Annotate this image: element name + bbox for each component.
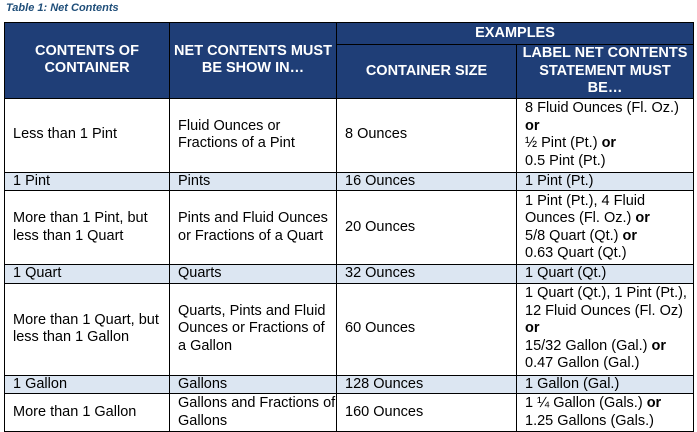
cell-must-show: Fluid Ounces or Fractions of a Pint	[170, 98, 337, 172]
header-must-show-in: NET CONTENTS MUST BE SHOW IN…	[170, 23, 337, 99]
label-line: 1 Quart (Qt.)	[525, 265, 607, 281]
or-keyword: or	[525, 117, 540, 134]
header-contents-of-container: CONTENTS OF CONTAINER	[5, 23, 170, 99]
label-line: 0.5 Pint (Pt.)	[525, 152, 606, 169]
label-line: 1 ¼ Gallon (Gals.)	[525, 395, 643, 411]
cell-label-statement	[517, 394, 694, 432]
cell-container-size: 128 Ounces	[337, 375, 517, 394]
table-row	[5, 98, 694, 172]
table-row	[5, 265, 694, 284]
or-keyword: or	[601, 135, 617, 151]
table-row	[5, 283, 694, 375]
cell-contents: More than 1 Pint, but less than 1 Quart	[5, 191, 170, 265]
cell-label-statement	[517, 191, 694, 265]
label-line: 15/32 Gallon (Gal.)	[525, 337, 648, 354]
label-line: 1 Gallon (Gal.)	[525, 375, 620, 392]
or-keyword: or	[646, 395, 662, 411]
label-line: 1 Pint (Pt.), 4 Fluid Ounces (Fl. Oz.)	[525, 192, 646, 226]
label-line: 0.63 Quart (Qt.)	[525, 245, 627, 261]
label-line: 1.25 Gallons (Gals.)	[525, 412, 654, 429]
table-row	[5, 172, 694, 191]
label-line: 0.47 Gallon (Gal.)	[525, 355, 640, 372]
cell-container-size: 32 Ounces	[337, 265, 517, 284]
label-line: 5/8 Quart (Qt.)	[525, 227, 619, 244]
cell-label-statement	[517, 98, 694, 172]
header-examples: EXAMPLES	[337, 23, 694, 45]
table-caption: Table 1: Net Contents	[6, 2, 119, 14]
label-line: 1 Pint (Pt.)	[525, 172, 594, 189]
cell-label-statement	[517, 375, 694, 394]
table-row	[5, 375, 694, 394]
table-row	[5, 191, 694, 265]
cell-label-statement	[517, 265, 694, 284]
cell-must-show: Gallons	[170, 375, 337, 394]
cell-contents: 1 Quart	[5, 265, 170, 284]
cell-container-size: 60 Ounces	[337, 283, 517, 375]
cell-must-show: Quarts, Pints and Fluid Ounces or Fractions of a Gallon	[170, 283, 337, 375]
header-label-statement: LABEL NET CONTENTS STATEMENT MUST BE…	[517, 45, 694, 99]
cell-container-size: 20 Ounces	[337, 191, 517, 265]
cell-label-statement	[517, 283, 694, 375]
net-contents-table	[4, 22, 694, 432]
header-container-size: CONTAINER SIZE	[337, 45, 517, 99]
cell-contents: 1 Pint	[5, 172, 170, 191]
label-line: 1 Quart (Qt.), 1 Pint (Pt.), 12 Fluid Ounces (Fl. Oz)	[525, 285, 687, 319]
cell-must-show: Gallons and Fractions of Gallons	[170, 394, 337, 432]
table-row	[5, 394, 694, 432]
label-line: ½ Pint (Pt.)	[525, 135, 598, 151]
cell-container-size: 16 Ounces	[337, 172, 517, 191]
or-keyword: or	[651, 337, 667, 354]
cell-contents: More than 1 Gallon	[5, 394, 170, 432]
cell-contents: More than 1 Quart, but less than 1 Gallon	[5, 283, 170, 375]
cell-container-size: 160 Ounces	[337, 394, 517, 432]
cell-must-show: Pints and Fluid Ounces or Fractions of a Quart	[170, 191, 337, 265]
cell-container-size: 8 Ounces	[337, 98, 517, 172]
cell-contents: 1 Gallon	[5, 375, 170, 394]
cell-must-show: Pints	[170, 172, 337, 191]
cell-contents: Less than 1 Pint	[5, 98, 170, 172]
cell-must-show: Quarts	[170, 265, 337, 284]
cell-label-statement	[517, 172, 694, 191]
or-keyword: or	[525, 320, 540, 337]
or-keyword: or	[622, 227, 638, 244]
or-keyword: or	[635, 210, 650, 226]
label-line: 8 Fluid Ounces (Fl. Oz.)	[525, 100, 679, 116]
